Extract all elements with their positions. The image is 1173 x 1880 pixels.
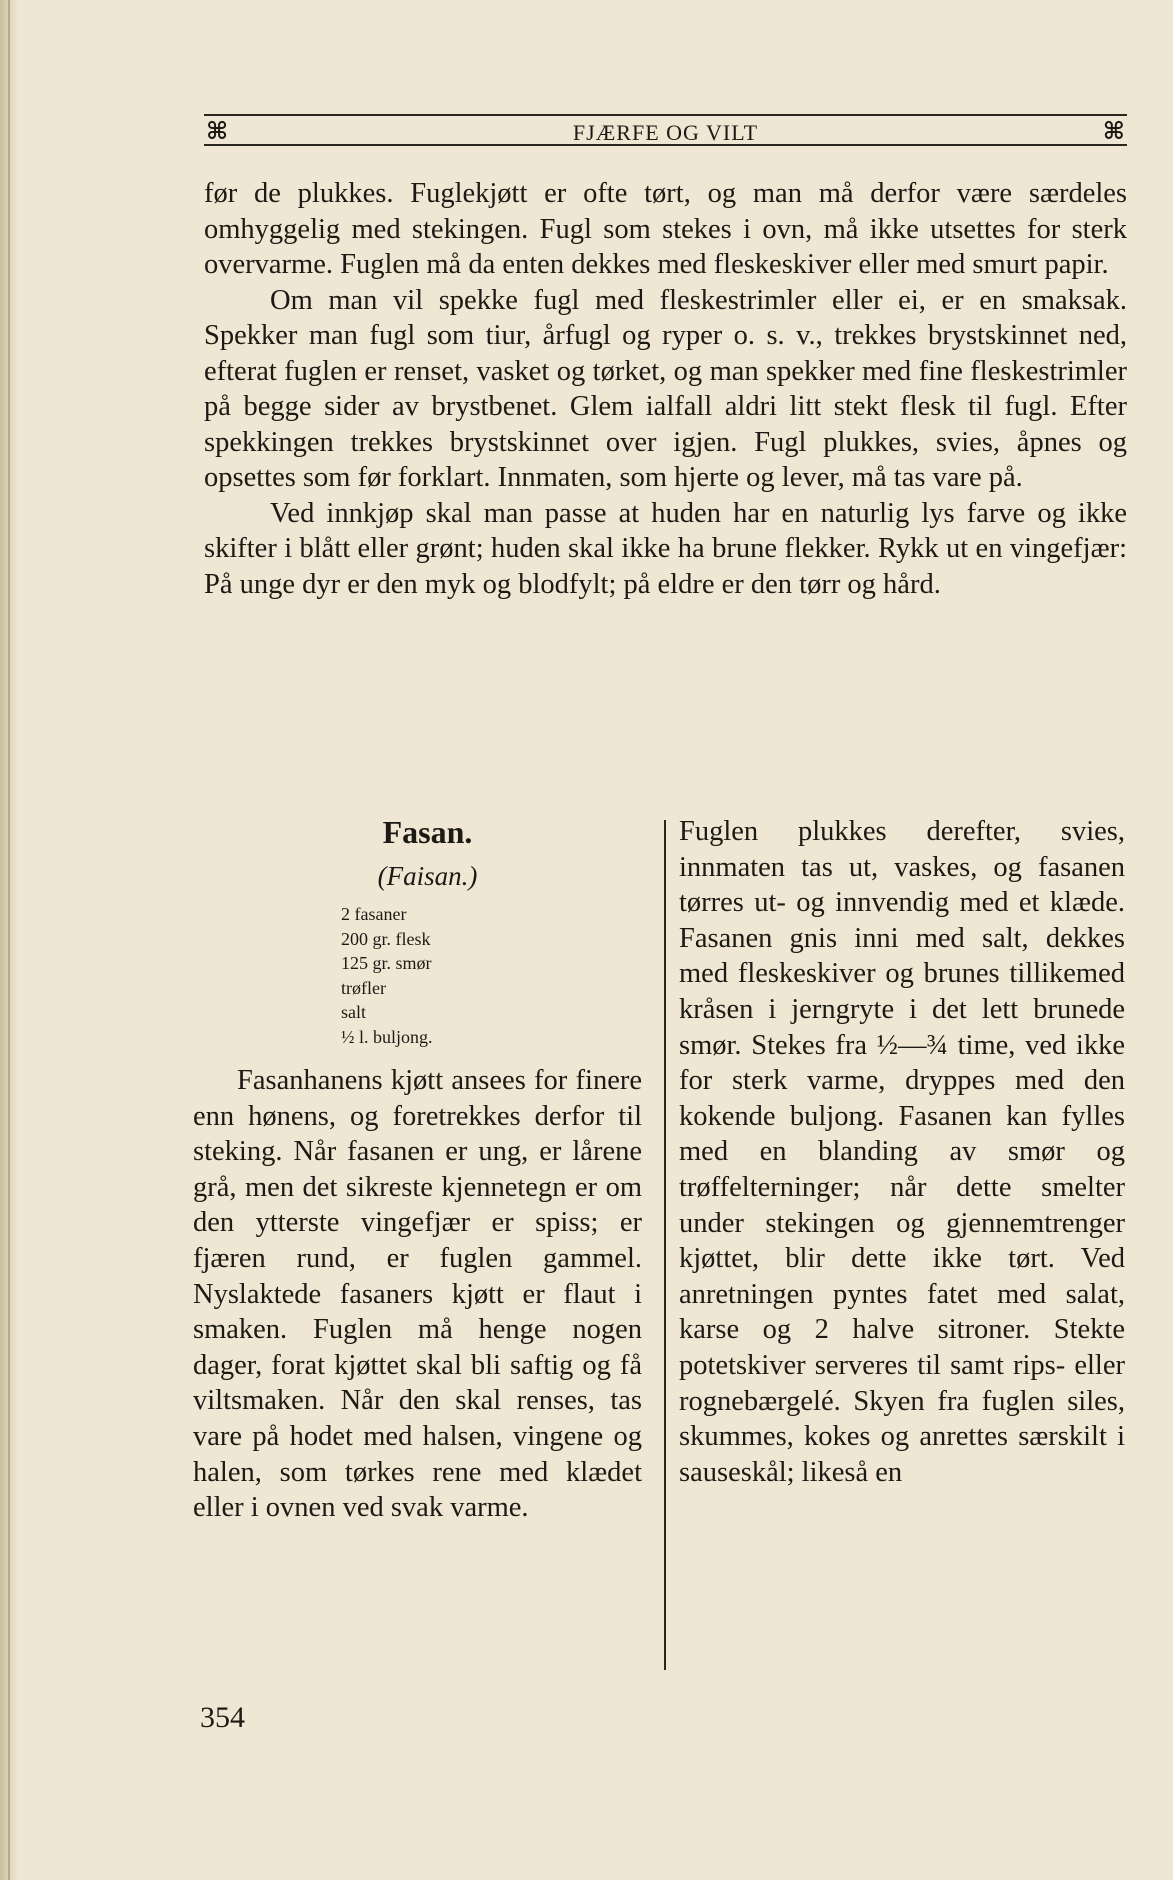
intro-paragraph-1: før de plukkes. Fuglekjøtt er ofte tørt, og man må derfor være særdeles omhyggelig med stekingen. Fugl som stekes i ovn, må ikke utsettes for sterk overvarme. Fuglen må da enten dekkes med fleskeskiver eller med smurt papir. [204,178,1127,280]
recipe-left-column [193,812,642,1526]
ingredient-item: ½ l. buljong. [341,1026,433,1047]
ingredient-item: 200 gr. flesk [341,928,431,949]
recipe-title: Fasan. [382,814,473,850]
recipe-right-text: Fuglen plukkes derefter, svies, innmaten tas ut, vaskes, og fasanen tørres ut- og innvendig med et klæde. Fasanen gnis inni med salt, dekkes med fleskeskiver og brunes tillikemed kråsen i jerngryte i det lett brunede smør. Stekes fra ½—¾ time, ved ikke for sterk varme, dryppes med den kokende buljong. Fasanen kan fylles med en blanding av smør og trøffelterninger; når dette smelter under stekingen og gjennemtrenger kjøttet, blir dette ikke tørt. Ved anretningen pyntes fatet med salat, karse og 2 halve sitroner. Stekte potetskiver serveres til samt rips- eller rognebærgelé. Skyen fra fuglen siles, skummes, kokes og anrettes særskilt i sauseskål; likeså en [679,816,1125,1488]
intro-paragraph-2: Om man vil spekke fugl med fleskestrimler eller ei, er en smaksak. Spekker man fugl som tiur, årfugl og ryper o. s. v., trekkes brystskinnet ned, efterat fuglen er renset, vasket og tørket, og man spekker med fine fleskestrimler på begge sider av brystbenet. Glem ialfall aldri litt stekt flesk til fugl. Efter spekkingen trekkes brystskinnet over igjen. Fugl plukkes, svies, åpnes og opsettes som før forklart. Innmaten, som hjerte og lever, må tas vare på. [204,284,1127,493]
ingredient-item: 125 gr. smør [341,953,432,973]
header-ornament-right-icon: ⌘ [1102,117,1125,145]
header-ornament-left-icon: ⌘ [206,117,229,145]
ingredient-list [193,902,642,1049]
header-rule-top [204,114,1127,116]
header-title: FJÆRFE OG VILT [572,120,759,145]
intro-text [204,176,1127,602]
ingredient-item: trøfler [341,977,386,998]
recipe-right-column [679,814,1125,1490]
column-divider [664,820,666,1670]
recipe-left-text: Fasanhanens kjøtt ansees for finere enn hønens, og foretrekkes derfor til steking. Når fasanen er ung, er lårene grå, men det sikreste kjennetegn er om den ytterste vingefjær er spiss; er fjæren rund, er fuglen gammel. Nyslaktede fasaners kjøtt er flaut i smaken. Fuglen må henge nogen dager, forat kjøttet skal bli saftig og få viltsmaken. Når den skal renses, tas vare på hodet med halsen, vingene og halen, som tørkes rene med klædet eller i ovnen ved svak varme. [193,1065,642,1524]
intro-paragraph-3: Ved innkjøp skal man passe at huden har en naturlig lys farve og ikke skifter i blått eller grønt; huden skal ikke ha brune flekker. Rykk ut en vingefjær: På unge dyr er den myk og blodfylt; på eldre er den tørr og hård. [204,497,1127,600]
recipe-subtitle: (Faisan.) [377,861,478,891]
ingredient-item: 2 fasaner [341,904,407,924]
running-header [204,112,1127,148]
header-rule-bottom [204,144,1127,146]
ingredient-item: salt [341,1002,366,1022]
page-number: 354 [200,1701,245,1734]
page-edge-line [8,0,10,1880]
